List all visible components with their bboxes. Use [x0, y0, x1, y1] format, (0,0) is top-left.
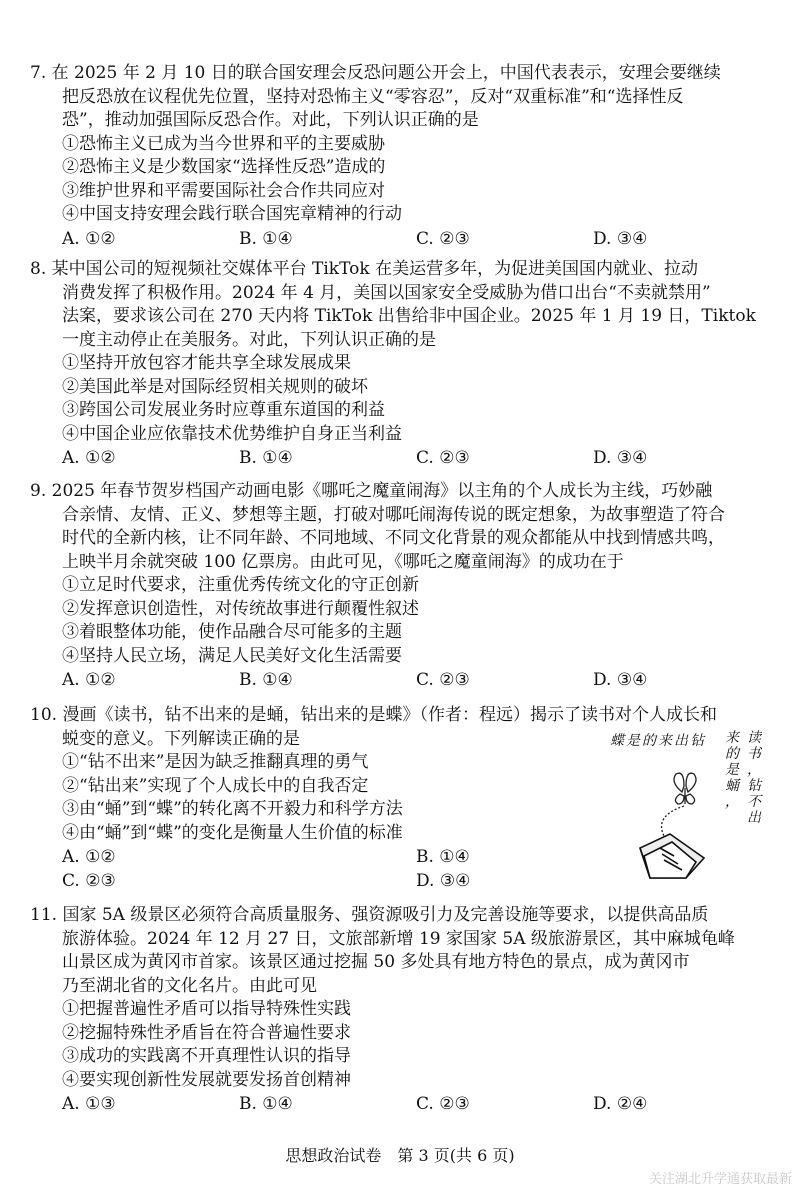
answer-options: [30, 668, 770, 692]
option-a[interactable]: A. ①②: [62, 670, 116, 690]
statement-item: ③维护世界和平需要国际社会合作共同应对: [62, 180, 385, 201]
statement-item: ②发挥意识创造性，对传统故事进行颠覆性叙述: [62, 598, 419, 619]
question-stem-line: 11. 国家 5A 级景区必须符合高质量服务、强资源吸引力及完善设施等要求，以提供高品质: [30, 905, 709, 925]
option-a[interactable]: A. ①③: [62, 1094, 116, 1114]
question-stem-line: 8. 某中国公司的短视频社交媒体平台 TikTok 在美运营多年，为促进美国国内就业、拉动: [30, 259, 699, 279]
question-stem-line: 旅游体验。2024 年 12 月 27 日，文旅部新增 19 家国家 5A 级旅游景区，其中麻城龟峰: [62, 928, 735, 949]
question-11: [30, 904, 770, 1116]
answer-options: [30, 446, 770, 470]
statement-item: ①“钻不出来”是因为缺乏推翻真理的勇气: [62, 752, 369, 772]
question-8: [30, 258, 770, 470]
answer-options: [30, 227, 770, 251]
statement-item: ④要实现创新性发展就要发扬首创精神: [62, 1069, 351, 1090]
question-stem-line: 9. 2025 年春节贺岁档国产动画电影《哪吒之魔童闹海》以主角的个人成长为主线，巧妙融: [30, 481, 713, 501]
statement-item: ③成功的实践离不开真理性认识的指导: [62, 1046, 351, 1066]
question-stem-line: 恐”，推动加强国际反恐合作。对此，下列认识正确的是: [62, 110, 479, 130]
statement-item: ③着眼整体功能，使作品融合尽可能多的主题: [62, 622, 402, 642]
option-c[interactable]: C. ②③: [416, 448, 470, 468]
statement-item: ③由“蛹”到“蝶”的转化离不开毅力和科学方法: [62, 799, 403, 819]
option-b[interactable]: B. ①④: [239, 228, 293, 249]
cartoon-caption-col: 读 书 ， 钻 不 出: [747, 730, 761, 826]
statement-item: ①坚持开放包容才能共享全球发展成果: [62, 353, 351, 373]
statement-item: ③跨国公司发展业务时应尊重东道国的利益: [62, 400, 385, 420]
question-stem-line: 一度主动停止在美服务。对此，下列认识正确的是: [62, 329, 436, 350]
statement-item: ④由“蛹”到“蝶”的变化是衡量人生价值的标准: [62, 822, 403, 843]
option-c[interactable]: C. ②③: [62, 871, 116, 891]
book-butterfly-icon: [600, 730, 770, 880]
question-stem-line: 法案，要求该公司在 270 天内将 TikTok 出售给非中国企业。2025 年 1 月 19 日，Tiktok: [62, 306, 756, 326]
statement-item: ①恐怖主义已成为当今世界和平的主要威胁: [62, 133, 385, 154]
statement-item: ④中国企业应依靠技术优势维护自身正当利益: [62, 423, 402, 444]
option-c[interactable]: C. ②③: [416, 670, 470, 690]
option-b[interactable]: B. ①④: [239, 448, 293, 468]
cartoon-illustration: [600, 730, 770, 880]
cartoon-caption-row: 蝶是的来出钻: [610, 733, 706, 749]
question-7: [30, 62, 770, 251]
statement-item: ①把握普遍性矛盾可以指导特殊性实践: [62, 999, 351, 1019]
question-stem-line: 上映半月余就突破 100 亿票房。由此可见，《哪吒之魔童闹海》的成功在于: [62, 551, 624, 572]
option-c[interactable]: C. ②③: [416, 228, 470, 249]
question-stem-line: 时代的全新内核，让不同年龄、不同地域、不同文化背景的观众都能从中找到情感共鸣，: [62, 528, 725, 548]
question-9: [30, 480, 770, 692]
statement-item: ②美国此举是对国际经贸相关规则的破坏: [62, 376, 368, 397]
question-stem-line: 把反恐放在议程优先位置，坚持对恐怖主义“零容忍”，反对“双重标准”和“选择性反: [62, 86, 684, 107]
option-b[interactable]: B. ①④: [239, 1094, 293, 1114]
question-stem-line: 乃至湖北省的文化名片。由此可见: [62, 975, 317, 996]
statement-item: ④中国支持安理会践行联合国宪章精神的行动: [62, 204, 402, 224]
statement-item: ④坚持人民立场，满足人民美好文化生活需要: [62, 645, 402, 666]
option-a[interactable]: A. ①②: [62, 847, 116, 867]
option-a[interactable]: A. ①②: [62, 228, 116, 249]
option-d[interactable]: D. ③④: [416, 871, 471, 891]
question-stem-line: 7. 在 2025 年 2 月 10 日的联合国安理会反恐问题公开会上，中国代表表示，安理会要继续: [30, 63, 721, 83]
statement-item: ①立足时代要求，注重优秀传统文化的守正创新: [62, 575, 419, 595]
answer-options: [30, 1092, 770, 1116]
option-d[interactable]: D. ③④: [593, 670, 648, 690]
option-b[interactable]: B. ①④: [416, 847, 470, 867]
question-stem-line: 蜕变的意义。下列解读正确的是: [62, 728, 300, 749]
statement-item: ②恐怖主义是少数国家“选择性反恐”造成的: [62, 157, 386, 177]
question-stem-line: 10. 漫画《读书，钻不出来的是蛹，钻出来的是蝶》（作者：程远）揭示了读书对个人成长和: [30, 705, 717, 725]
option-d[interactable]: D. ②④: [593, 1094, 648, 1114]
option-b[interactable]: B. ①④: [239, 670, 293, 690]
question-stem-line: 消费发挥了积极作用。2024 年 4 月，美国以国家安全受威胁为借口出台“不卖就禁用”: [62, 282, 711, 303]
cartoon-caption-col: 来 的 是 蛹 ，: [725, 730, 739, 810]
question-stem-line: 山景区成为黄冈市首家。该景区通过挖掘 50 多处具有地方特色的景点，成为黄冈市: [62, 952, 690, 972]
option-d[interactable]: D. ③④: [593, 448, 648, 468]
statement-item: ②挖掘特殊性矛盾旨在符合普遍性要求: [62, 1022, 351, 1043]
option-d[interactable]: D. ③④: [593, 228, 648, 249]
statement-item: ②“钻出来”实现了个人成长中的自我否定: [62, 775, 369, 796]
option-c[interactable]: C. ②③: [416, 1094, 470, 1114]
page-footer: 思想政治试卷 第 3 页(共 6 页): [285, 1146, 515, 1165]
question-stem-line: 合亲情、友情、正义、梦想等主题，打破对哪吒闹海传说的既定想象，为故事塑造了符合: [62, 504, 725, 525]
watermark-text: 关注湖北升学通获取最新: [648, 1172, 792, 1187]
option-a[interactable]: A. ①②: [62, 448, 116, 468]
